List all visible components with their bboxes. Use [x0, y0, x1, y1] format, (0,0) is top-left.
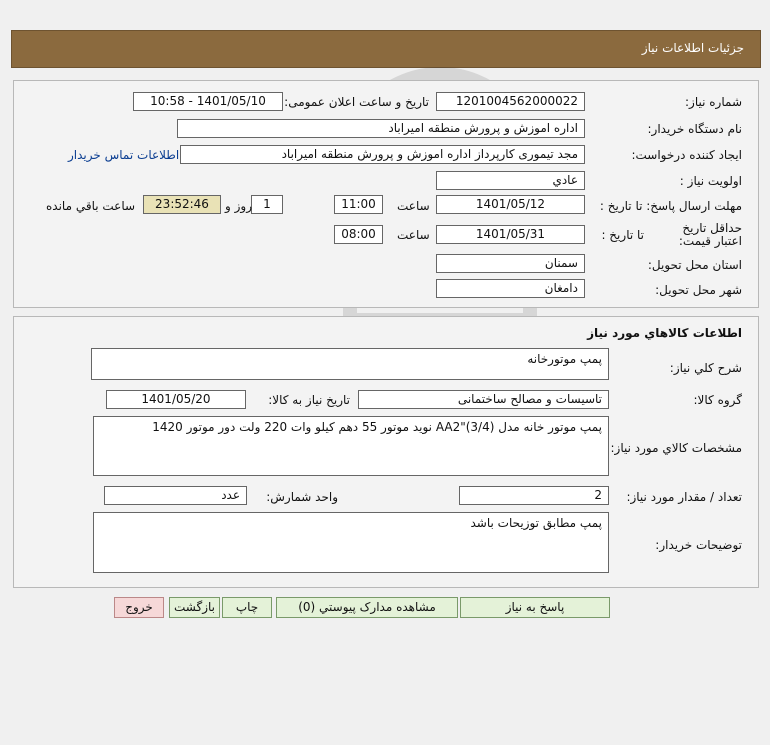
deadline-label: مهلت ارسال پاسخ: تا تاریخ : — [599, 199, 742, 213]
validity-to-label: تا تاریخ : — [601, 228, 644, 242]
qty-field: 2 — [459, 486, 609, 505]
exit-button[interactable]: خروج — [114, 597, 164, 618]
deadline-date-field: 1401/05/12 — [436, 195, 585, 214]
summary-field: پمپ موتورخانه — [91, 348, 609, 380]
city-field: دامغان — [436, 279, 585, 298]
requester-field: مجد تیموری کارپرداز اداره اموزش و پرورش منطقه امیراباد — [180, 145, 585, 164]
reply-button[interactable]: پاسخ به نياز — [460, 597, 610, 618]
summary-label: شرح کلي نياز: — [669, 361, 742, 375]
specs-label: مشخصات کالاي مورد نياز: — [610, 441, 742, 455]
province-label: استان محل تحویل: — [647, 258, 742, 272]
contact-buyer-link[interactable]: اطلاعات تماس خریدار — [68, 148, 180, 162]
specs-field: پمپ موتور خانه مدل AA2"(3/4) نوید موتور 55 دهم کیلو وات 220 ولت دور موتور 1420 — [93, 416, 609, 476]
buyer-org-field: اداره اموزش و پرورش منطقه امیراباد — [177, 119, 585, 138]
priority-label: اولویت نیاز : — [679, 174, 742, 188]
city-label: شهر محل تحویل: — [655, 283, 742, 297]
remaining-label: ساعت باقي مانده — [46, 199, 136, 213]
page-header — [11, 30, 761, 68]
requester-label: ایجاد کننده درخواست: — [631, 148, 742, 162]
days-field: 1 — [251, 195, 283, 214]
need-info-panel — [13, 80, 759, 308]
buyer-notes-label: توضيحات خريدار: — [655, 538, 742, 552]
back-button[interactable]: بازگشت — [169, 597, 220, 618]
goods-section-title: اطلاعات کالاهاي مورد نياز — [587, 326, 742, 340]
print-button[interactable]: چاپ — [222, 597, 272, 618]
unit-field: عدد — [104, 486, 247, 505]
priority-field: عادي — [436, 171, 585, 190]
page-title: جزئیات اطلاعات نیاز — [641, 41, 744, 55]
announce-field: 1401/05/10 - 10:58 — [133, 92, 283, 111]
validity-label: حداقل تاریخ اعتبار قیمت: — [678, 221, 742, 248]
need-date-field: 1401/05/20 — [106, 390, 246, 409]
group-field: تاسیسات و مصالح ساختمانی — [358, 390, 609, 409]
validity-time-label: ساعت — [397, 228, 430, 242]
need-number-label: شماره نیاز: — [685, 95, 742, 109]
announce-label: تاریخ و ساعت اعلان عمومی: — [284, 95, 429, 109]
qty-label: تعداد / مقدار مورد نياز: — [626, 490, 742, 504]
validity-time-field: 08:00 — [334, 225, 383, 244]
view-attachments-button[interactable]: مشاهده مدارک پيوستي (0) — [276, 597, 458, 618]
buyer-org-label: نام دستگاه خریدار: — [647, 122, 742, 136]
remaining-time-field: 23:52:46 — [143, 195, 221, 214]
need-date-label: تاريخ نياز به کالا: — [268, 393, 350, 407]
deadline-time-label: ساعت — [397, 199, 430, 213]
validity-date-field: 1401/05/31 — [436, 225, 585, 244]
deadline-time-field: 11:00 — [334, 195, 383, 214]
buyer-notes-field: پمپ مطابق توزیحات باشد — [93, 512, 609, 573]
days-label: روز و — [225, 199, 252, 213]
group-label: گروه کالا: — [693, 393, 742, 407]
province-field: سمنان — [436, 254, 585, 273]
unit-label: واحد شمارش: — [266, 490, 338, 504]
need-number-field: 1201004562000022 — [436, 92, 585, 111]
